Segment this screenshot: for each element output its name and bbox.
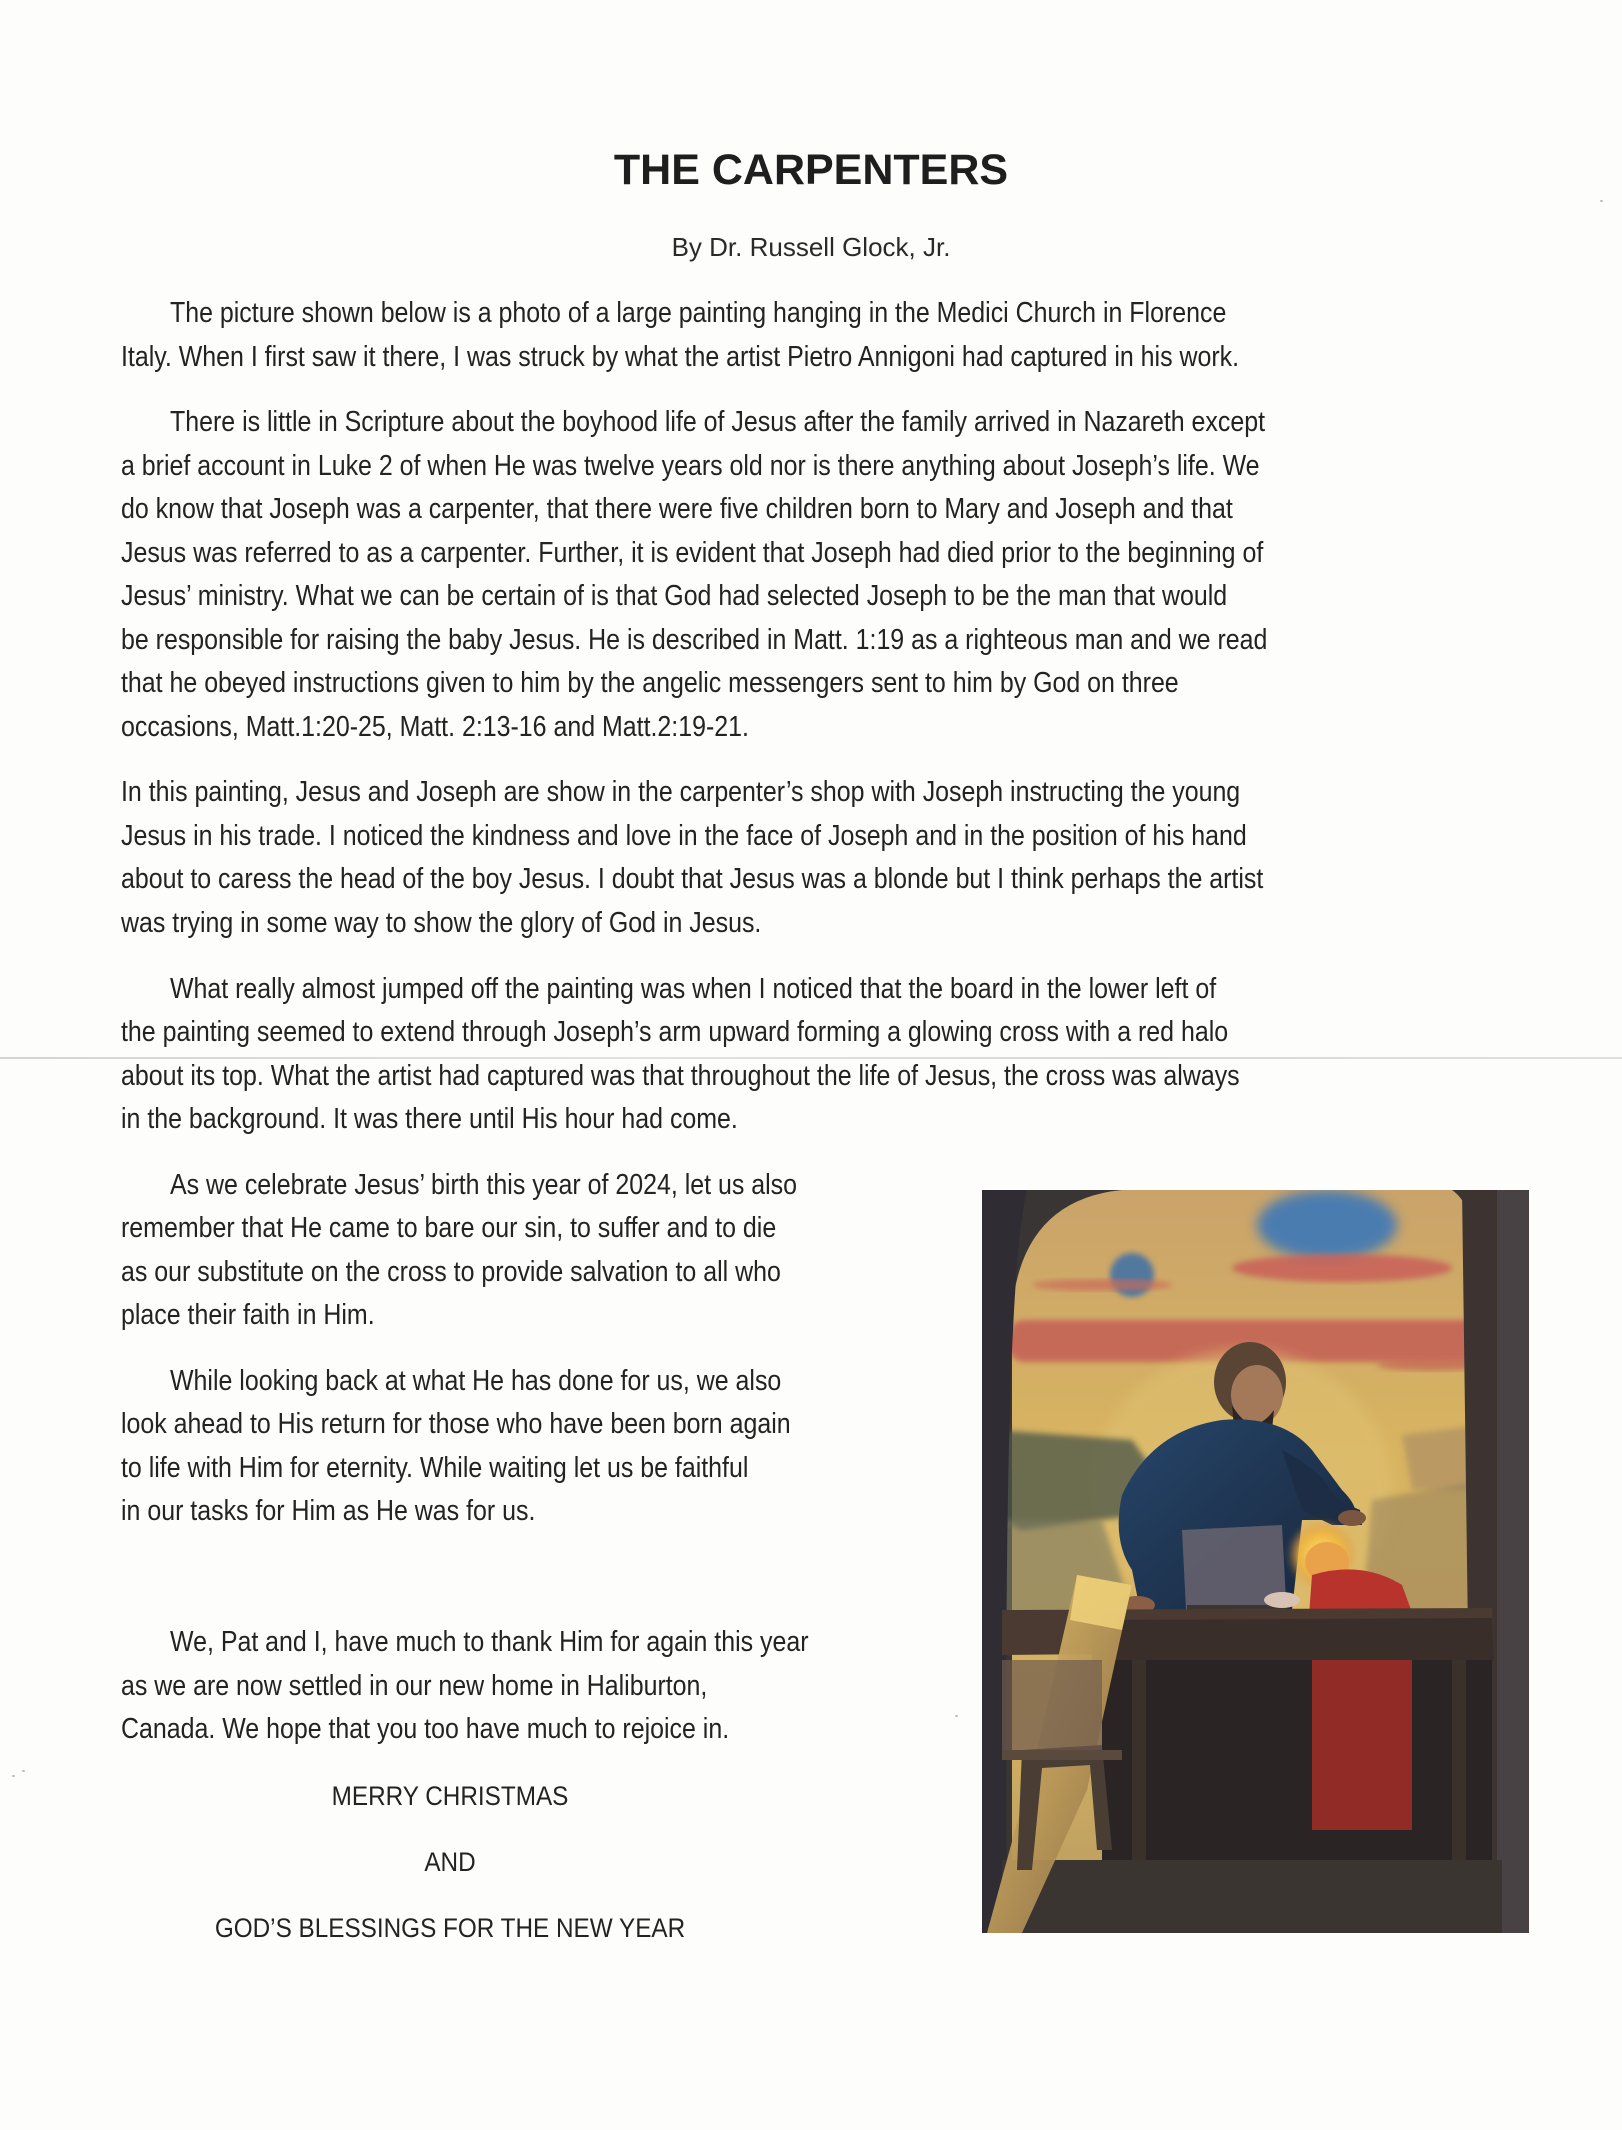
- text-line: about to caress the head of the boy Jesus. I doubt that Jesus was a blonde but I think perhaps the artist: [121, 863, 1264, 895]
- text-line: Jesus’ ministry. What we can be certain of is that God had selected Joseph to be the man that would: [121, 580, 1228, 612]
- text-line: Jesus was referred to as a carpenter. Further, it is evident that Joseph had died prior to the beginning of: [121, 537, 1264, 569]
- text-line: as our substitute on the cross to provide salvation to all who: [121, 1256, 781, 1288]
- text-line: As we celebrate Jesus’ birth this year of 2024, let us also: [170, 1169, 798, 1201]
- text-line: remember that He came to bare our sin, to suffer and to die: [121, 1212, 777, 1244]
- text-line: We, Pat and I, have much to thank Him for again this year: [170, 1626, 809, 1658]
- text-line: Italy. When I first saw it there, I was struck by what the artist Pietro Annigoni had captured in his work.: [121, 341, 1240, 373]
- author-byline: By Dr. Russell Glock, Jr.: [671, 232, 951, 262]
- text-line: as we are now settled in our new home in Haliburton,: [121, 1670, 708, 1702]
- text-line: about its top. What the artist had captured was that throughout the life of Jesus, the cross was always: [121, 1060, 1240, 1092]
- text-line: a brief account in Luke 2 of when He was twelve years old nor is there anything about Joseph’s life. We: [121, 450, 1260, 482]
- scan-speck: [955, 1715, 958, 1717]
- text-line: do know that Joseph was a carpenter, that there were five children born to Mary and Joseph and that: [121, 493, 1233, 525]
- text-line: in the background. It was there until His hour had come.: [121, 1103, 738, 1135]
- text-line: look ahead to His return for those who have been born again: [121, 1408, 791, 1440]
- painting-svg: [982, 1190, 1529, 1933]
- text-line: While looking back at what He has done for us, we also: [170, 1365, 782, 1397]
- text-line: Jesus in his trade. I noticed the kindness and love in the face of Joseph and in the position of his hand: [121, 820, 1247, 852]
- text-line: was trying in some way to show the glory of God in Jesus.: [121, 907, 762, 939]
- text-line: The picture shown below is a photo of a large painting hanging in the Medici Church in Florence: [170, 297, 1227, 329]
- text-line: place their faith in Him.: [121, 1299, 375, 1331]
- text-line: In this painting, Jesus and Joseph are show in the carpenter’s shop with Joseph instructing the young: [121, 776, 1241, 808]
- text-line: the painting seemed to extend through Joseph’s arm upward forming a glowing cross with a red halo: [121, 1016, 1229, 1048]
- closing-and: AND: [424, 1847, 476, 1877]
- text-line: to life with Him for eternity. While waiting let us be faithful: [121, 1452, 749, 1484]
- closing-merry-christmas: MERRY CHRISTMAS: [331, 1781, 569, 1811]
- scan-speck: [12, 1775, 15, 1777]
- text-line: There is little in Scripture about the boyhood life of Jesus after the family arrived in Nazareth except: [170, 406, 1266, 438]
- text-line: What really almost jumped off the painting was when I noticed that the board in the lower left of: [170, 973, 1217, 1005]
- text-line: in our tasks for Him as He was for us.: [121, 1495, 536, 1527]
- scan-speck: [22, 1770, 25, 1772]
- scan-speck: [1600, 200, 1603, 202]
- document-title: THE CARPENTERS: [613, 146, 1009, 194]
- painting-image: [982, 1190, 1529, 1933]
- text-line: that he obeyed instructions given to him by the angelic messengers sent to him by God on three: [121, 667, 1179, 699]
- text-line: occasions, Matt.1:20-25, Matt. 2:13-16 and Matt.2:19-21.: [121, 711, 749, 743]
- closing-blessings: GOD’S BLESSINGS FOR THE NEW YEAR: [214, 1913, 686, 1943]
- text-line: be responsible for raising the baby Jesus. He is described in Matt. 1:19 as a righteous man and we read: [121, 624, 1268, 656]
- text-line: Canada. We hope that you too have much to rejoice in.: [121, 1713, 730, 1745]
